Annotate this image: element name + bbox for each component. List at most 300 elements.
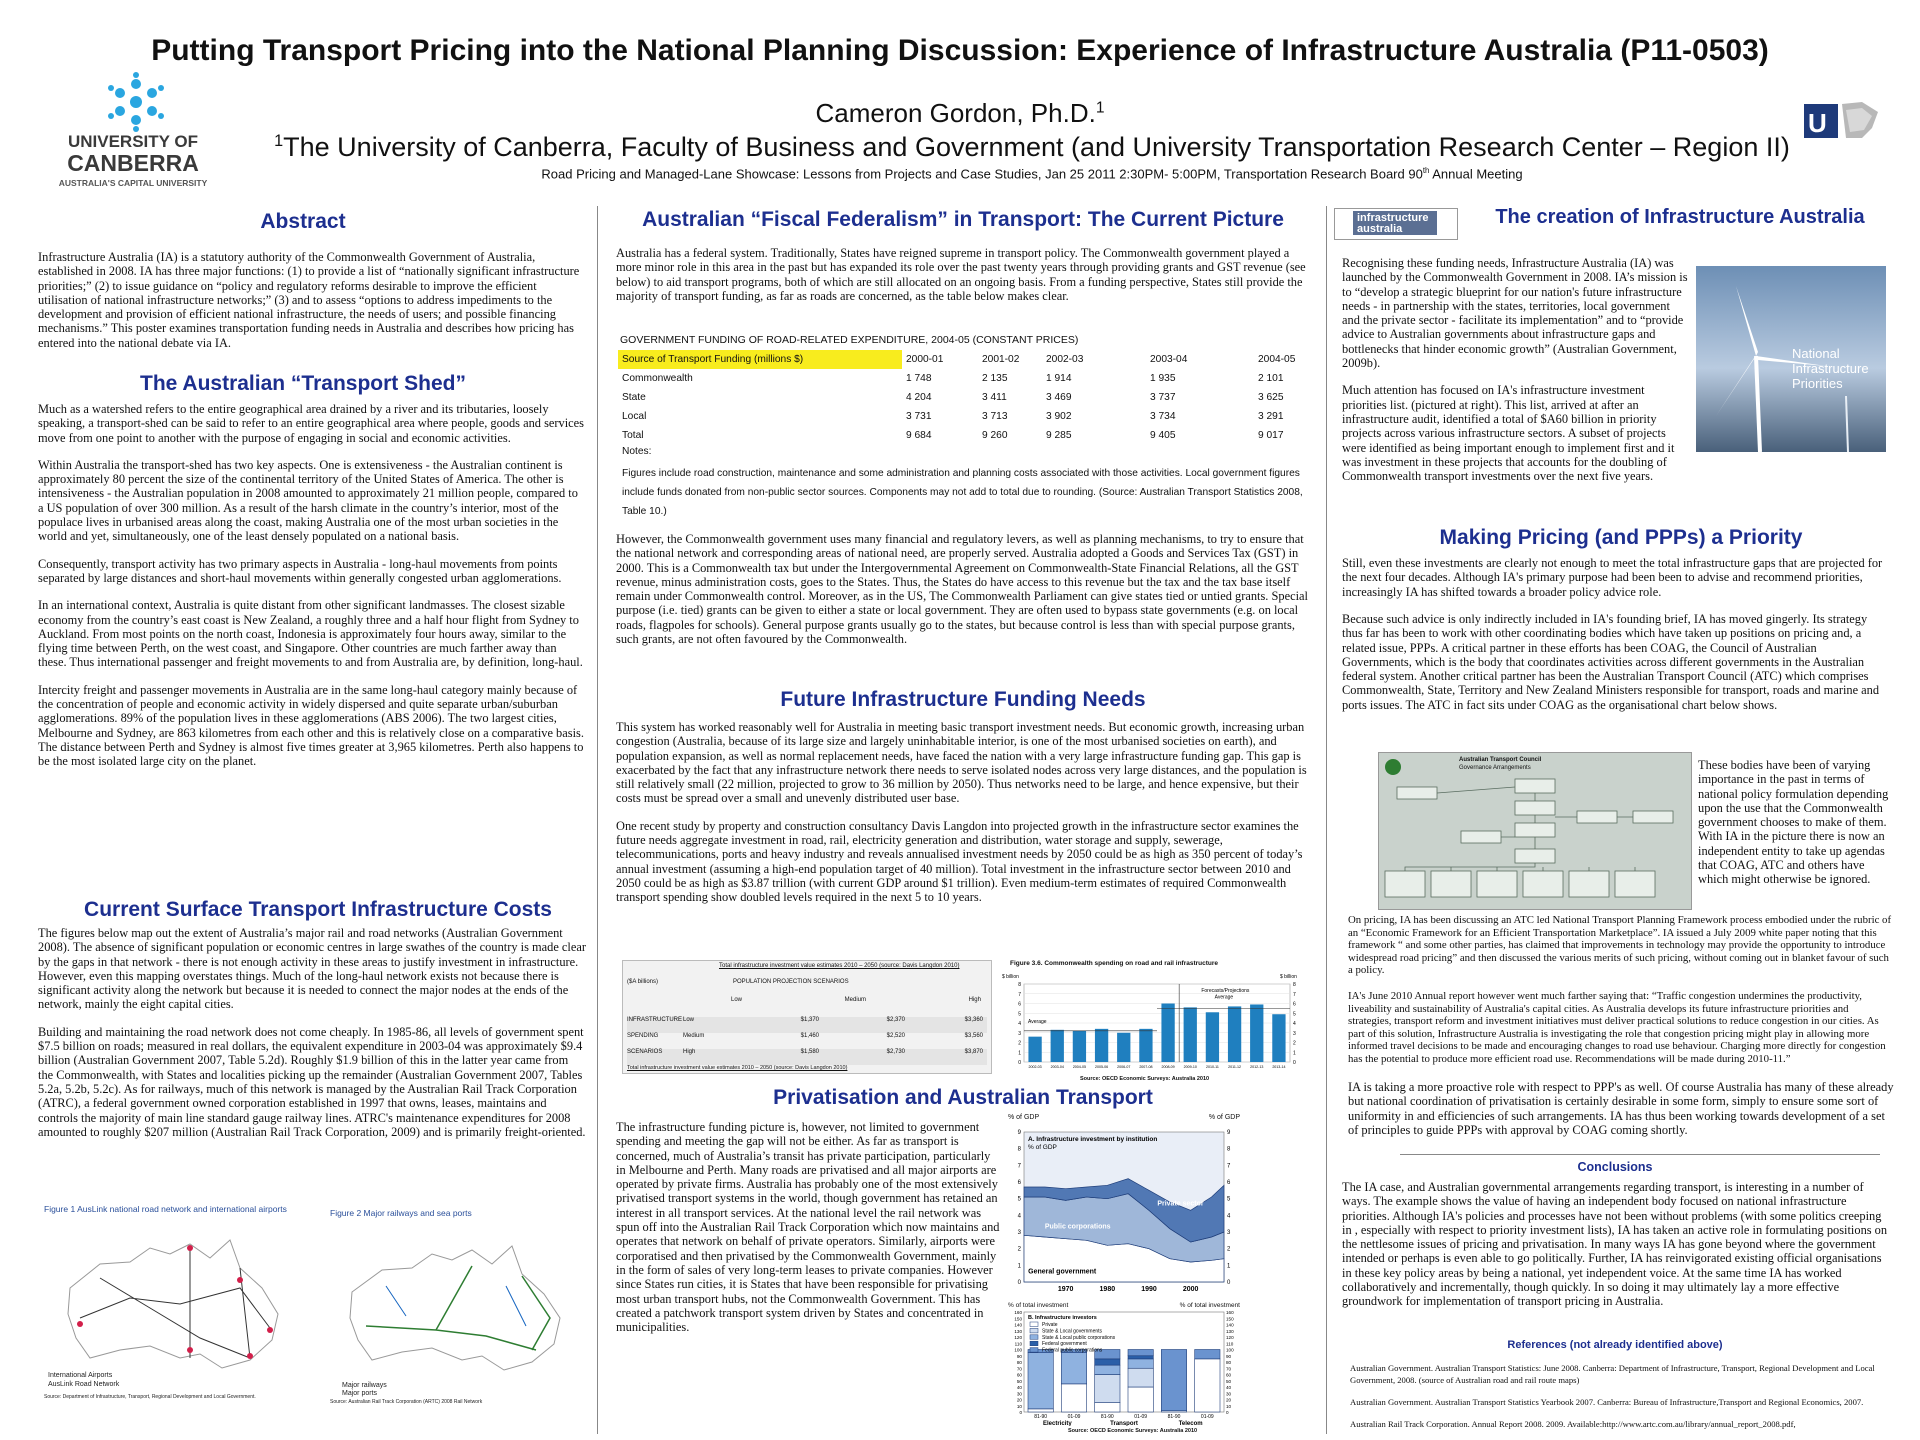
paragraph: Building and maintaining the road network does not come cheaply. In 1985-86, all levels of government spent $7.5 billion on roads; measured in real dollars, the equivalent expenditure in 2003-04 was approximately $9.4 billion (Australian Government 2007, Table 5.2d). Roughly $1.9 billion of this in the latter year came from the Commonwealth, with States and localities picking up the remainder (Australian Government 2007, Tables 5.2a, 5.2b, 5.2c). As for railways, much of this network is managed by the Australian Rail Track Corporation (ATRC), a federal government owned corporation established in 1997 that owns, leases, maintains and controls the majority of main line standard gauge railway lines. ATRC's maintenance expenditures for 2008 amounted to roughly $207 million (Australian Rail Track Corporation, 2009) and is primarily freight-oriented.	[38, 1024, 586, 1139]
bar	[1095, 1365, 1120, 1374]
y-tick-label-right: 1	[1293, 1050, 1296, 1057]
conference-sup: th	[1422, 166, 1430, 175]
transport-shed-text	[38, 402, 586, 782]
table-cell: Total	[622, 430, 644, 441]
legend-label: Federal public corporations	[1042, 1347, 1103, 1354]
bar	[1195, 1359, 1220, 1412]
table-cell: Commonwealth	[622, 373, 693, 384]
costs-text	[38, 926, 586, 1152]
dl-scenarios: POPULATION PROJECTION SCENARIOS	[733, 979, 849, 985]
bar	[1095, 1359, 1120, 1365]
table-cell: INFRASTRUCTURE	[627, 1017, 682, 1023]
x-tick-label: 2009-10	[1183, 1065, 1197, 1069]
y-tick-label-right: 9	[1227, 1130, 1231, 1136]
davis-langdon-table	[622, 960, 992, 1074]
figure-2-legend-2: Major ports	[342, 1390, 378, 1397]
table-header-cell: 2003-04	[1150, 354, 1188, 365]
table-cell: $2,520	[886, 1033, 905, 1039]
dl-col: Low	[731, 997, 743, 1003]
uc-logo-tagline: AUSTRALIA'S CAPITAL UNIVERSITY	[58, 178, 208, 188]
y-tick-label: 90	[1016, 1353, 1022, 1359]
table-cell: Local	[622, 411, 647, 422]
y-tick-label: 2	[1018, 1040, 1021, 1047]
conference-line	[262, 166, 1802, 181]
atc-governance-chart	[1378, 752, 1692, 910]
y-tick-label: 6	[1017, 1180, 1021, 1186]
group-label: Transport	[1110, 1421, 1138, 1426]
y-tick-label-right: 7	[1227, 1163, 1231, 1170]
fiscal-heading: Australian “Fiscal Federalism” in Transport: The Current Picture	[642, 208, 1284, 231]
table-cell: 9 017	[1258, 430, 1284, 441]
table-cell: 3 731	[906, 411, 932, 422]
y-tick-label-right: 0	[1227, 1280, 1231, 1286]
conference-post: Annual Meeting	[1429, 166, 1523, 182]
y-tick-label-right: 30	[1226, 1391, 1232, 1397]
dl-col: High	[968, 997, 981, 1003]
privatisation-heading: Privatisation and Australian Transport	[773, 1086, 1153, 1109]
pricing-heading: Making Pricing (and PPPs) a Priority	[1439, 526, 1803, 549]
legend-label: Federal government	[1042, 1341, 1087, 1348]
y-tick-label-right: 160	[1226, 1310, 1234, 1315]
table-cell: State	[622, 392, 646, 403]
university-of-canberra-logo	[38, 72, 228, 192]
cover-line2: Infrastructure	[1792, 361, 1869, 376]
pricing-p2: Because such advice is only indirectly included in IA's founding brief, IA has moved gingerly. Its strategy thus far has been to work with other coordinating bodies which have taken up positions on pricing and, a related issue, PPPs. A critical partner in these efforts has been COAG, the Council of Australian Governments, which is the body that coordinates activities across different governments in the Australian federal system. Another critical partner has been the Australian Transport Council (ATC) which comprises Commonwealth, State, Territory and New Zealand Ministers responsible for transport, roads and marine and ports issues. The ATC in fact sits under COAG as the organisational chart below shows.	[1342, 612, 1880, 712]
ia-logo-line1: infrastructure	[1357, 212, 1429, 224]
bar	[1028, 1353, 1053, 1409]
y-tick-label-right: 1	[1227, 1263, 1231, 1270]
bar	[1161, 1004, 1174, 1063]
paragraph: Much as a watershed refers to the entire geographical area drained by a river and its tributaries, loosely speaking, a transport-shed can be said to refer to an entire geographical area where people, goods and services move from one point to another with the purpose of engaging in social and economic activities.	[38, 402, 584, 445]
y-tick-label-right: 40	[1226, 1385, 1232, 1390]
privatisation-text: The infrastructure funding picture is, however, not limited to government spending and meeting the gap will not be either. As far as transport is concerned, much of Australia’s transit has private participation, particularly in Melbourne and Perth. Many roads are privatised and all major airports are operated by private firms. Australia has probably one of the most extensively privatised transport systems in the world, though government has retained an interest in all transport services. At the national level the rail network was spun off into the Australian Rail Track Corporation which now maintains and operates that network on behalf of private operators. Similarly, airports were corporatised and then privatised by the Commonwealth Government, mainly in the form of sales of very long-term leases to private companies. However since States run cities, it is States that have been responsible for privatising most urban transport hubs, not the Commonwealth Government. This has created a patchwork transport system driven by States and concentrated in municipalities.	[616, 1120, 1000, 1335]
oecd-chart-a	[1008, 1114, 1240, 1304]
chart-a-title: A. Infrastructure investment by institution	[1028, 1136, 1158, 1143]
pricing-p3: These bodies have been of varying importance in the past in terms of national policy formulation depending upon the use that the Commonwealth government chooses to make of them. With IA in the picture there is now an independent entity to take up agendas that COAG, ATC and others have which might otherwise be ignored.	[1698, 758, 1889, 887]
y-tick-label: 8	[1018, 982, 1021, 988]
poster-title: Putting Transport Pricing into the National Planning Discussion: Experience of Infrastructure Australia (P11-0503)	[151, 34, 1769, 67]
fiscal-after-text: However, the Commonwealth government uses many financial and regulatory levers, as well as planning mechanisms, to try to ensure that the national network and corresponding areas of national need, are properly served. Australia adopted a Goods and Services Tax (GST) in 2000. This is a Commonwealth tax but under the Intergovernmental Agreement on Commonwealth-State Financial Relations, all the GST revenue, minus administration costs, goes to the States. Thus, the States do have access to this revenue but the tax and the tax base itself remain under Commonwealth control. Moreover, as in the US, The Commonwealth Parliament can give states tied or untied grants. Special purpose (i.e. tied) grants can be given to either a state or local government. They are often used to bypass state governments (e.g. on local roads, flagpoles for schools). General purpose grants usually go to the states, but because control is less than with special purpose grants, such grants, are not often favoured by the Commonwealth.	[616, 532, 1308, 647]
fiscal-intro: Australia has a federal system. Traditionally, States have reigned supreme in transport policy. The Commonwealth government played a more minor role in this area in the past but has expanded its role over the past twenty years through providing grants and GST revenue (see below) to aid transport programs, both of which are still allocated on an ongoing basis. From a funding perspective, States still provide the majority of transport funding, as far as roads are concerned, as the table below makes clear.	[616, 246, 1306, 303]
table-row	[627, 1033, 987, 1049]
y-tick-label-right: 150	[1226, 1316, 1234, 1322]
atc-chart-title-1: Australian Transport Council	[1459, 757, 1542, 763]
bar	[1139, 1029, 1152, 1062]
australia-rail-map-icon	[326, 1226, 588, 1386]
table-cell: SCENARIOS	[627, 1049, 663, 1055]
y-axis-label-right: $ billion	[1280, 974, 1297, 980]
y-tick-label: 40	[1016, 1385, 1022, 1390]
y-tick-label-right: 4	[1293, 1021, 1296, 1027]
pricing-p4: On pricing, IA has been discussing an ATC led National Transport Planning Framework process embodied under the rubric of an “Economic Framework for an Efficient Transportation Marketplace”. IA issued a July 2009 white paper noting that this framework “ and some other parties, has claimed that improvements in technology may provide the opportunity to introduce widespread road pricing” and then discussed the various merits of such pricing, without coming out in blanket favour of such a policy.	[1348, 914, 1892, 977]
dl-units: ($A billions)	[627, 979, 659, 985]
ia-logo	[1334, 208, 1458, 240]
y-tick-label-right: 50	[1226, 1378, 1232, 1384]
legend-swatch	[1030, 1328, 1038, 1333]
y-tick-label: 150	[1014, 1316, 1022, 1322]
bar	[1095, 1375, 1120, 1403]
table-cell: 9 684	[906, 430, 932, 441]
bar	[1061, 1384, 1086, 1412]
table-cell: High	[683, 1049, 696, 1055]
group-label: Electricity	[1042, 1421, 1072, 1426]
table-header-row	[618, 350, 1314, 369]
chart-a-left-y: % of GDP	[1008, 1114, 1040, 1121]
table-cell: 9 405	[1150, 430, 1176, 441]
pricing-p6: IA is taking a more proactive role with respect to PPP's as well. Of course Australia has many of these already but national coordination of privatisation is certainly desirable in some form, simply to ensure some sort of uniformity in and efficiencies of such arrangements. IA has thus been working towards development of a set of principles to guide PPPs with approval by COAG coming shortly.	[1348, 1080, 1894, 1137]
table-notes: Figures include road construction, maintenance and some administration and planning costs associated with those activities. Local government figures include funds donated from non-public sector sources. Components may not add to total due to rounding. (Source: Australian Transport Statistics 2008, Table 10.)	[622, 468, 1303, 517]
conference-pre: Road Pricing and Managed-Lane Showcase: Lessons from Projects and Case Studies, Jan 25 2011 2:30PM- 5:00PM, Transportation Research Board 90	[541, 166, 1423, 182]
chart-a-svg	[1008, 1122, 1240, 1302]
x-tick-label: 81-90	[1034, 1414, 1048, 1420]
y-tick-label: 120	[1014, 1335, 1022, 1340]
bar	[1206, 1012, 1219, 1062]
figure-1-title: Figure 1 AusLink national road network and international airports	[44, 1204, 287, 1214]
conclusions-divider	[1400, 1154, 1880, 1155]
table-cell: 3 713	[982, 411, 1008, 422]
legend-label: State & Local public corporations	[1042, 1334, 1116, 1341]
y-tick-label-right: 3	[1227, 1230, 1231, 1236]
x-tick-label: 2012-13	[1250, 1065, 1264, 1069]
y-tick-label: 0	[1018, 1060, 1021, 1066]
general-government-label: General government	[1028, 1268, 1097, 1276]
y-tick-label-right: 60	[1226, 1372, 1232, 1378]
y-tick-label-right: 4	[1227, 1213, 1231, 1220]
creation-text	[1342, 256, 1688, 496]
y-tick-label: 6	[1018, 1001, 1021, 1008]
y-tick-label-right: 70	[1226, 1366, 1232, 1372]
y-tick-label-right: 5	[1227, 1196, 1231, 1203]
bar	[1161, 1350, 1186, 1411]
atc-chart-title-2: Governance Arrangements	[1459, 765, 1531, 771]
y-tick-label: 1	[1017, 1263, 1021, 1270]
table-cell: 9 285	[1046, 430, 1072, 441]
affiliation-sup: 1	[274, 132, 284, 150]
chart-a-right-y: % of GDP	[1208, 1114, 1240, 1121]
conclusions-text: The IA case, and Australian governmental arrangements regarding transport, is interesting in a number of ways. The example shows the value of having an independent body focused on national infrastructure priorities. Although IA's policies and processes have not been without problems (with some politics creeping in , especially with respect to priority investment lists), IA has taken an active role in formulating positions on the nettlesome issues of pricing and privatisation. In many ways IA has gone beyond where the government intended or perhaps is even able to go politically. Further, IA has reinvigorated existing official organisations in these key policy areas by being a national, yet independent voice. At the same time IA has worked collaboratively and incrementally, though quickly. In so doing it may ultimately lay a more effective groundwork for implementation of transport pricing in Australia.	[1342, 1180, 1888, 1309]
figure-2-legend-1: Major railways	[342, 1382, 387, 1389]
chart-b-left-y: % of total investment	[1008, 1302, 1069, 1309]
y-tick-label: 7	[1017, 1163, 1021, 1170]
y-tick-label-right: 120	[1226, 1335, 1234, 1340]
reference-item: Australian Rail Track Corporation. Annual Report 2008. 2009. Available:http://www.artc.com.au/library/annual_report_2008.pdf,	[1350, 1419, 1796, 1429]
public-corporations-label: Public corporations	[1044, 1223, 1111, 1231]
bar	[1195, 1350, 1220, 1359]
table-cell: $3,870	[964, 1049, 983, 1055]
table-cell: $1,370	[800, 1017, 819, 1023]
paragraph: One recent study by property and construction consultancy Davis Langdon into projected growth in the infrastructure sector examines the future needs aggregate investment in road, rail, electricity generation and distribution, water storage and supply, sewerage, telecommunications, ports and heavy industry and reveals annualised investment needs by 2050 could be as high as 350 percent of today’s annual investment (assuming a high-end population target of 40 million). Total investment in the infrastructure sector between 2010 and 2050 could be as high as $3.87 trillion (with current GDP around $1 trillion). Even medium-term estimates of required Commonwealth transport spending show doubled levels required in the next 5 to 10 years.	[616, 818, 1303, 905]
uc-logo-line1: UNIVERSITY OF	[67, 132, 199, 151]
table-row	[618, 407, 1314, 426]
paragraph: Consequently, transport activity has two primary aspects in Australia - long-haul movements from points separated by large distances and short-haul movements within generally congested urban agglomerations.	[38, 556, 562, 585]
chart-b-svg	[1008, 1308, 1240, 1426]
column-divider-1	[597, 206, 598, 1434]
table-cell: Medium	[683, 1033, 705, 1039]
table-cell: 3 291	[1258, 411, 1284, 422]
legend-label: State & Local governments	[1042, 1328, 1103, 1335]
x-tick-label: 2011-12	[1228, 1065, 1242, 1069]
author-sup: 1	[1095, 99, 1105, 117]
bar	[1128, 1387, 1153, 1412]
y-tick-label-right: 8	[1293, 982, 1296, 988]
table-cell: 9 260	[982, 430, 1008, 441]
table-cell: 2 101	[1258, 373, 1284, 384]
bar	[1128, 1356, 1153, 1359]
dl-table-title: Total infrastructure investment value estimates 2010 – 2050 (source: Davis Langdon 2010)	[719, 963, 960, 969]
bar	[1128, 1368, 1153, 1387]
table-header-cell: Source of Transport Funding (millions $)	[618, 350, 902, 369]
figure-2-source: Source: Australian Rail Track Corporation (ARTC) 2008 Rail Network	[330, 1399, 483, 1405]
x-tick-label: 1980	[1099, 1286, 1116, 1293]
column-divider-2	[1326, 206, 1327, 1434]
wind-turbine-icon	[1696, 266, 1886, 452]
x-tick-label: 2013-14	[1272, 1065, 1286, 1069]
oecd-chart-title: Figure 3.6. Commonwealth spending on road and rail infrastructure	[1010, 960, 1219, 967]
x-tick-label: 01-09	[1134, 1414, 1148, 1420]
cover-line3: Priorities	[1792, 376, 1843, 391]
y-tick-label: 2	[1017, 1246, 1021, 1253]
x-tick-label: 2006-07	[1117, 1065, 1131, 1069]
abstract-text: Infrastructure Australia (IA) is a statutory authority of the Commonwealth Government of Australia, established in 2008. IA has three major functions: (1) to provide a list of “nationally significant infrastructure priorities;” (2) to issue guidance on “policy and regulatory reforms desirable to improve the efficient utilisation of national infrastructure networks;” (3) and to assess “options to address impediments to the development and provision of efficient national infrastructure, the needs of users; and possible financing mechanisms.” This poster examines transportation funding needs in Australia and describes how pricing has entered into the national debate via IA.	[38, 250, 580, 350]
x-tick-label: 2000	[1182, 1286, 1199, 1293]
legend-swatch	[1030, 1341, 1038, 1346]
x-tick-label: 01-09	[1067, 1414, 1081, 1420]
table-cell: $3,360	[964, 1017, 983, 1023]
y-tick-label: 3	[1018, 1030, 1021, 1037]
author-name: Cameron Gordon, Ph.D.	[815, 98, 1096, 128]
y-tick-label-right: 100	[1226, 1347, 1234, 1353]
y-tick-label: 10	[1016, 1403, 1022, 1409]
paragraph: In an international context, Australia is quite distant from other significant landmasses. The closest sizable economy from the country’s east coast is New Zealand, a roughly three and a half hour flight from Sydney to Auckland. From most points on the north coast, Indonesia is approximately four hours away, similar to the flying time between Perth, on the west coast, and Singapore. Other countries are much farther away than these. Thus international passenger and freight movements to and from Australia are, by definition, long-haul.	[38, 598, 583, 670]
y-tick-label: 30	[1016, 1391, 1022, 1397]
dl-col: Medium	[844, 997, 866, 1003]
x-tick-label: 2005-06	[1094, 1065, 1109, 1069]
private-sector-label: Private sector	[1157, 1200, 1204, 1208]
affiliation-line	[262, 132, 1802, 163]
future-heading: Future Infrastructure Funding Needs	[780, 688, 1146, 711]
table-row	[618, 369, 1314, 388]
group-label: Telecom	[1178, 1421, 1203, 1426]
y-tick-label: 7	[1018, 991, 1021, 998]
y-tick-label: 110	[1014, 1341, 1022, 1347]
y-tick-label: 3	[1017, 1230, 1021, 1236]
x-tick-label: 1990	[1141, 1286, 1157, 1293]
figure-2-title: Figure 2 Major railways and sea ports	[330, 1208, 472, 1218]
table-cell: $2,370	[886, 1017, 905, 1023]
atc-org-chart-icon	[1379, 753, 1691, 909]
legend-swatch	[1030, 1322, 1038, 1327]
table-cell: SPENDING	[627, 1033, 659, 1039]
y-tick-label-right: 6	[1227, 1180, 1231, 1186]
chart-b-source: Source: OECD Economic Surveys: Australia 2010	[1068, 1428, 1198, 1434]
table-cell: $2,730	[886, 1049, 905, 1055]
bar	[1128, 1359, 1153, 1368]
abstract-heading: Abstract	[260, 210, 346, 233]
y-tick-label-right: 5	[1293, 1011, 1296, 1018]
y-tick-label: 130	[1014, 1328, 1022, 1334]
table-cell: 3 411	[982, 392, 1007, 403]
bar	[1051, 1030, 1064, 1062]
y-tick-label-right: 2	[1227, 1246, 1231, 1253]
x-tick-label: 2008-09	[1161, 1065, 1175, 1069]
bar	[1095, 1029, 1108, 1062]
y-tick-label: 0	[1019, 1410, 1022, 1415]
bar	[1028, 1037, 1041, 1062]
table-cell: $1,580	[800, 1049, 819, 1055]
author-line	[0, 98, 1920, 129]
bar	[1250, 1004, 1263, 1062]
oecd-spending-chart	[1000, 960, 1310, 1086]
paragraph: Within Australia the transport-shed has two key aspects. One is extensiveness - the Australian continent is approximately 80 percent the size of the continental territory of the United States of America. The other is intensiveness - the Australian population in 2008 amounted to approximately 21 million people, compared to a US population of over 300 million. As a result of the harsh climate in the country’s interior, most of the populace lives in urbanised areas along the coast, making Australia one of the most urban societies in the world and yet, simultaneously, one of the least densely populated on a national basis.	[38, 457, 578, 544]
uc-logo-line2: CANBERRA	[67, 150, 199, 176]
table-header-cell: 2001-02	[982, 354, 1020, 365]
y-tick-label: 1	[1018, 1050, 1021, 1057]
bar	[1272, 1014, 1285, 1062]
y-tick-label: 100	[1014, 1347, 1022, 1353]
references-list	[1350, 1362, 1896, 1440]
y-tick-label: 5	[1017, 1196, 1021, 1203]
y-tick-label: 160	[1014, 1310, 1022, 1315]
y-tick-label: 70	[1016, 1366, 1022, 1372]
y-tick-label-right: 6	[1293, 1001, 1296, 1008]
paragraph: Much attention has focused on IA's infrastructure investment priorities list. (pictured at right). This list, arrived at after an infrastructure audit, identified a total of $A60 billion in priority projects across various infrastructure sectors. A subset of projects were identified as being important enough to implement first and it was investment in these projects that accounts for the doubling of Commonwealth transport investments over the next five years.	[1342, 383, 1675, 484]
paragraph: The figures below map out the extent of Australia’s major rail and road networks (Australian Government 2008). The absence of significant population or economic centres in large swathes of the country is made clear by the gaps in that network - there is not enough activity in these areas to justify investment in infrastructure. However, even this mapping overstates things. Much of the long-haul network exists not because there is significant activity along the network but because it is needed to connect the major nodes at the ends of the network, mainly the eight capital cities.	[38, 926, 586, 1012]
oecd-chart-svg	[1000, 970, 1310, 1078]
y-tick-label-right: 140	[1226, 1322, 1234, 1328]
transport-shed-heading: The Australian “Transport Shed”	[140, 372, 466, 395]
x-tick-label: 2004-05	[1072, 1065, 1087, 1069]
chart-b-title: B. Infrastructure investors	[1028, 1315, 1097, 1321]
creation-heading: The creation of Infrastructure Australia	[1495, 206, 1865, 228]
paragraph: Recognising these funding needs, Infrastructure Australia (IA) was launched by the Commonwealth Government in 2008. IA’s mission is to “develop a strategic blueprint for our nation's future infrastructure needs - in partnership with the states, territories, local government and the private sector - facilitate its implementation” and to “provide advice to Australian governments about infrastructure gaps and bottlenecks that hinder economic growth” (Australian Government, 2009b).	[1342, 256, 1688, 371]
table-cell: 4 204	[906, 392, 932, 403]
reference-item: Australian Government. Australian Transport Statistics Yearbook 2007. Canberra: Bureau of Infrastructure,Transport and Regional Economics, 2007.	[1350, 1397, 1864, 1407]
legend-label: Private	[1042, 1322, 1058, 1328]
table-header-cell: 2004-05	[1258, 354, 1296, 365]
table-cell: 1 748	[906, 373, 932, 384]
cover-line1: National	[1792, 346, 1840, 361]
table-cell: 3 469	[1046, 392, 1072, 403]
paragraph: This system has worked reasonably well for Australia in meeting basic transport investment needs. But economic growth, increasing urban congestion (Australia, because of its large size and largely uninhabitable interior, is one of the most urbanised societies on earth), and population expansion, as well as normal replacement needs, have faced the nation with a very large infrastructure funding gap. This gap is exacerbated by the fact that any infrastructure network there needs to serve isolated nodes across very large distances, and the population is still relatively small (22 million, projected to grow to 36 million by 2050). Thus networks need to be large, and hence expensive, but their costs must be spread over a small and unevenly distributed user base.	[616, 720, 1307, 806]
y-tick-label-right: 0	[1293, 1060, 1296, 1066]
table-header-cell: 2000-01	[906, 354, 944, 365]
bar	[1117, 1033, 1130, 1062]
x-tick-label: 2003-04	[1050, 1065, 1064, 1069]
bar	[1073, 1031, 1086, 1062]
bar	[1095, 1403, 1120, 1412]
funding-table-title: GOVERNMENT FUNDING OF ROAD-RELATED EXPENDITURE, 2004-05 (CONSTANT PRICES)	[620, 334, 1079, 346]
table-cell: 1 914	[1046, 373, 1072, 384]
future-text	[616, 720, 1316, 918]
affiliation-text: The University of Canberra, Faculty of Business and Government (and University Transportation Research Center – Region II)	[283, 132, 1790, 162]
table-row	[618, 426, 1314, 445]
y-tick-label: 0	[1017, 1280, 1021, 1286]
australia-road-map-icon	[40, 1218, 312, 1388]
y-tick-label: 60	[1016, 1372, 1022, 1378]
table-cell: 3 734	[1150, 411, 1176, 422]
table-cell: $1,460	[800, 1033, 819, 1039]
table-notes-label: Notes:	[622, 446, 652, 457]
dl-rows	[627, 1017, 987, 1065]
y-tick-label-right: 80	[1226, 1360, 1232, 1365]
y-tick-label-right: 3	[1293, 1030, 1296, 1037]
reference-item: Australian Government. Australian Transport Statistics: June 2008. Canberra: Department of Infrastructure, Transport, Regional Development and Local Government, 2008. (source of Australian road and rail route maps)	[1350, 1363, 1875, 1385]
ia-logo-line2: australia	[1357, 223, 1403, 235]
table-row	[627, 1017, 987, 1033]
table-cell: 3 737	[1150, 392, 1176, 403]
x-tick-label: 81-90	[1100, 1414, 1114, 1420]
chart-a-subtitle: % of GDP	[1028, 1144, 1057, 1151]
table-cell: $3,560	[964, 1033, 983, 1039]
svg-text:U: U	[1808, 108, 1827, 138]
x-tick-label: 2010-11	[1205, 1065, 1219, 1069]
x-tick-label: 2007-08	[1139, 1065, 1153, 1069]
figure-1-legend-1: International Airports	[48, 1372, 113, 1379]
bar	[1128, 1350, 1153, 1356]
y-tick-label-right: 10	[1226, 1403, 1232, 1409]
priorities-report-cover	[1696, 266, 1886, 452]
y-tick-label-right: 8	[1227, 1146, 1231, 1153]
figure-1-source: Source: Department of Infrastructure, Transport, Regional Development and Local Government.	[44, 1394, 256, 1400]
conclusions-heading: Conclusions	[1577, 1160, 1653, 1174]
bar	[1028, 1409, 1053, 1412]
y-tick-label-right: 20	[1226, 1397, 1232, 1403]
legend-swatch	[1030, 1348, 1038, 1353]
y-tick-label-right: 110	[1226, 1341, 1234, 1347]
legend-swatch	[1030, 1335, 1038, 1340]
x-tick-label: 81-90	[1167, 1414, 1181, 1420]
table-row	[618, 388, 1314, 407]
x-tick-label: 2002-03	[1028, 1065, 1042, 1069]
figure-2-rail-map	[326, 1204, 588, 1404]
pricing-p1: Still, even these investments are clearly not enough to meet the total infrastructure gaps that are projected for the next four decades. Although IA's primary purpose had been been to advise and recommend priorities, increasingly IA has shifted towards a broader policy advice role.	[1342, 556, 1883, 599]
y-tick-label-right: 7	[1293, 991, 1296, 998]
y-tick-label: 80	[1016, 1360, 1022, 1365]
y-tick-label: 4	[1018, 1021, 1021, 1027]
table-header-cell: 2002-03	[1046, 354, 1084, 365]
y-tick-label-right: 2	[1293, 1040, 1296, 1047]
x-tick-label: 01-09	[1200, 1414, 1214, 1420]
y-tick-label: 8	[1017, 1146, 1021, 1153]
y-tick-label: 20	[1016, 1397, 1022, 1403]
figure-1-road-map	[40, 1204, 312, 1404]
funding-table	[618, 350, 1314, 445]
table-cell: 3 902	[1046, 411, 1072, 422]
table-row	[627, 1049, 987, 1065]
bar	[1228, 1006, 1241, 1062]
dl-col-headers	[731, 997, 981, 1003]
dl-table-footer: Total infrastructure investment value estimates 2010 – 2050 (source: Davis Langdon 2010)	[627, 1065, 848, 1071]
references-heading: References (not already identified above)	[1507, 1339, 1723, 1351]
y-tick-label: 4	[1017, 1213, 1021, 1220]
paragraph: Intercity freight and passenger movements in Australia are in the same long-haul category mainly because of the concentration of people and economic activity in widely dispersed and quite separate urban/suburban agglomerations. 89% of the population lives in these agglomerations (ABS 2006). The two largest cities, Melbourne and Sydney, are 863 kilometres from each other and this is relatively close on a comparative basis. The distance between Perth and Sydney is almost five times greater at 3,965 kilometres. Perth also happens to be the most isolated large city on the planet.	[38, 682, 584, 769]
bar	[1184, 1007, 1197, 1062]
y-tick-label: 50	[1016, 1378, 1022, 1384]
y-tick-label-right: 130	[1226, 1328, 1234, 1334]
table-cell: 3 625	[1258, 392, 1284, 403]
y-tick-label-right: 90	[1226, 1353, 1232, 1359]
average-label-2: Average	[1214, 994, 1234, 1001]
table-cell: Low	[683, 1017, 695, 1023]
average-label-1: Average	[1028, 1018, 1047, 1025]
forecast-label: Forecasts/Projections	[1201, 988, 1250, 994]
costs-heading: Current Surface Transport Infrastructure Costs	[84, 898, 552, 921]
oecd-chart-b	[1008, 1302, 1240, 1438]
table-cell: 2 135	[982, 373, 1008, 384]
y-tick-label: 140	[1014, 1322, 1022, 1328]
bar	[1061, 1353, 1086, 1384]
y-tick-label: 5	[1018, 1011, 1021, 1018]
